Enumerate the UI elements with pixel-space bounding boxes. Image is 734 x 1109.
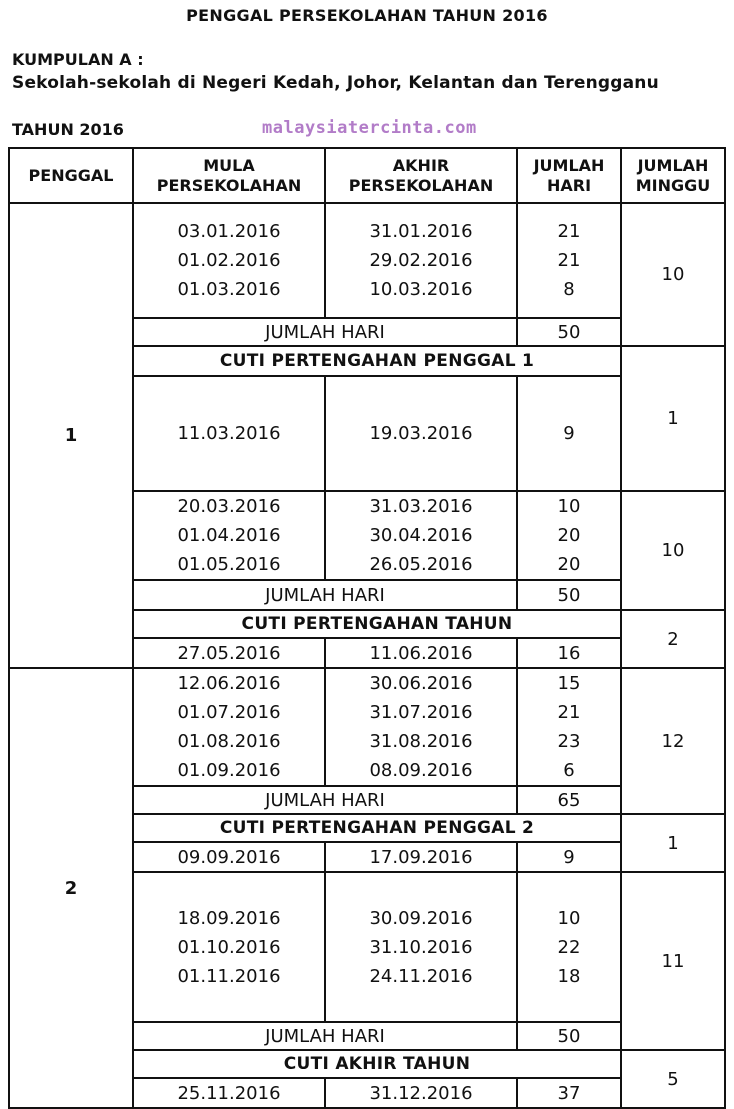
break-days: 16 [517, 638, 621, 668]
day-counts-value: 20 [557, 525, 581, 546]
start-dates [133, 203, 325, 318]
day-counts [517, 668, 621, 786]
day-counts-value: 22 [557, 936, 581, 958]
end-dates-value: 24.11.2016 [369, 965, 473, 987]
day-counts-value: 6 [563, 760, 575, 781]
end-dates-value: 10.03.2016 [369, 279, 473, 300]
start-dates-value: 01.02.2016 [177, 250, 281, 271]
start-dates-value: 03.01.2016 [177, 221, 281, 242]
header-penggal: PENGGAL [9, 148, 133, 203]
day-counts-value: 8 [563, 279, 575, 300]
total-days-label: JUMLAH HARI [133, 1022, 517, 1050]
day-counts-value: 10 [557, 907, 581, 929]
break-days: 9 [517, 376, 621, 491]
group-label: KUMPULAN A : [12, 50, 144, 69]
end-dates-value: 31.10.2016 [369, 936, 473, 958]
penggal-number: 1 [9, 203, 133, 668]
end-dates-value: 30.04.2016 [369, 525, 473, 546]
weeks-cell: 10 [621, 203, 725, 346]
penggal-number: 2 [9, 668, 133, 1108]
end-dates-value: 30.09.2016 [369, 907, 473, 929]
start-dates-value: 01.11.2016 [177, 965, 281, 987]
weeks-cell: 1 [621, 814, 725, 872]
day-counts [517, 491, 621, 580]
break-start-date: 09.09.2016 [133, 842, 325, 872]
watermark: malaysiatercinta.com [262, 118, 477, 138]
total-days-label: JUMLAH HARI [133, 786, 517, 814]
weeks-cell: 2 [621, 610, 725, 668]
break-days: 9 [517, 842, 621, 872]
start-dates-value: 01.07.2016 [177, 702, 281, 723]
header-jumlah-minggu: JUMLAH MINGGU [621, 148, 725, 203]
day-counts [517, 872, 621, 1022]
total-days-label: JUMLAH HARI [133, 580, 517, 610]
end-dates-value: 31.03.2016 [369, 496, 473, 517]
day-counts-value: 18 [557, 965, 581, 987]
header-mula: MULA PERSEKOLAHAN [133, 148, 325, 203]
break-title: CUTI PERTENGAHAN PENGGAL 2 [133, 814, 621, 842]
total-days-label: JUMLAH HARI [133, 318, 517, 346]
year-label: TAHUN 2016 [12, 120, 124, 139]
total-days-value: 50 [517, 580, 621, 610]
break-end-date: 19.03.2016 [325, 376, 517, 491]
end-dates [325, 668, 517, 786]
end-dates [325, 872, 517, 1022]
end-dates [325, 203, 517, 318]
break-end-date: 31.12.2016 [325, 1078, 517, 1108]
day-counts [517, 203, 621, 318]
end-dates-value: 31.07.2016 [369, 702, 473, 723]
start-dates-value: 18.09.2016 [177, 907, 281, 929]
day-counts-value: 15 [557, 673, 581, 694]
end-dates-value: 30.06.2016 [369, 673, 473, 694]
start-dates-value: 12.06.2016 [177, 673, 281, 694]
start-dates-value: 01.04.2016 [177, 525, 281, 546]
weeks-cell: 1 [621, 346, 725, 491]
start-dates-value: 01.08.2016 [177, 731, 281, 752]
group-description: Sekolah-sekolah di Negeri Kedah, Johor, Kelantan dan Terengganu [12, 73, 659, 93]
day-counts-value: 20 [557, 554, 581, 575]
start-dates [133, 668, 325, 786]
start-dates [133, 491, 325, 580]
start-dates-value: 01.09.2016 [177, 760, 281, 781]
start-dates-value: 20.03.2016 [177, 496, 281, 517]
end-dates-value: 26.05.2016 [369, 554, 473, 575]
header-jumlah-hari: JUMLAH HARI [517, 148, 621, 203]
break-title: CUTI AKHIR TAHUN [133, 1050, 621, 1078]
header-row [9, 148, 725, 203]
end-dates-value: 31.08.2016 [369, 731, 473, 752]
day-counts-value: 23 [557, 731, 581, 752]
total-days-value: 50 [517, 1022, 621, 1050]
weeks-cell: 11 [621, 872, 725, 1050]
end-dates-value: 29.02.2016 [369, 250, 473, 271]
total-days-value: 65 [517, 786, 621, 814]
start-dates-value: 01.03.2016 [177, 279, 281, 300]
end-dates [325, 491, 517, 580]
break-end-date: 11.06.2016 [325, 638, 517, 668]
weeks-cell: 5 [621, 1050, 725, 1108]
school-term-table [8, 147, 726, 1109]
day-counts-value: 21 [557, 702, 581, 723]
break-start-date: 11.03.2016 [133, 376, 325, 491]
break-start-date: 27.05.2016 [133, 638, 325, 668]
break-end-date: 17.09.2016 [325, 842, 517, 872]
start-dates [133, 872, 325, 1022]
page-title: PENGGAL PERSEKOLAHAN TAHUN 2016 [186, 6, 548, 25]
total-days-value: 50 [517, 318, 621, 346]
day-counts-value: 21 [557, 250, 581, 271]
break-start-date: 25.11.2016 [133, 1078, 325, 1108]
term-dates-row [9, 203, 725, 318]
weeks-cell: 12 [621, 668, 725, 814]
end-dates-value: 08.09.2016 [369, 760, 473, 781]
day-counts-value: 10 [557, 496, 581, 517]
start-dates-value: 01.05.2016 [177, 554, 281, 575]
break-title: CUTI PERTENGAHAN PENGGAL 1 [133, 346, 621, 376]
term-dates-row [9, 668, 725, 786]
end-dates-value: 31.01.2016 [369, 221, 473, 242]
header-akhir: AKHIR PERSEKOLAHAN [325, 148, 517, 203]
break-title: CUTI PERTENGAHAN TAHUN [133, 610, 621, 638]
day-counts-value: 21 [557, 221, 581, 242]
break-days: 37 [517, 1078, 621, 1108]
weeks-cell: 10 [621, 491, 725, 610]
start-dates-value: 01.10.2016 [177, 936, 281, 958]
